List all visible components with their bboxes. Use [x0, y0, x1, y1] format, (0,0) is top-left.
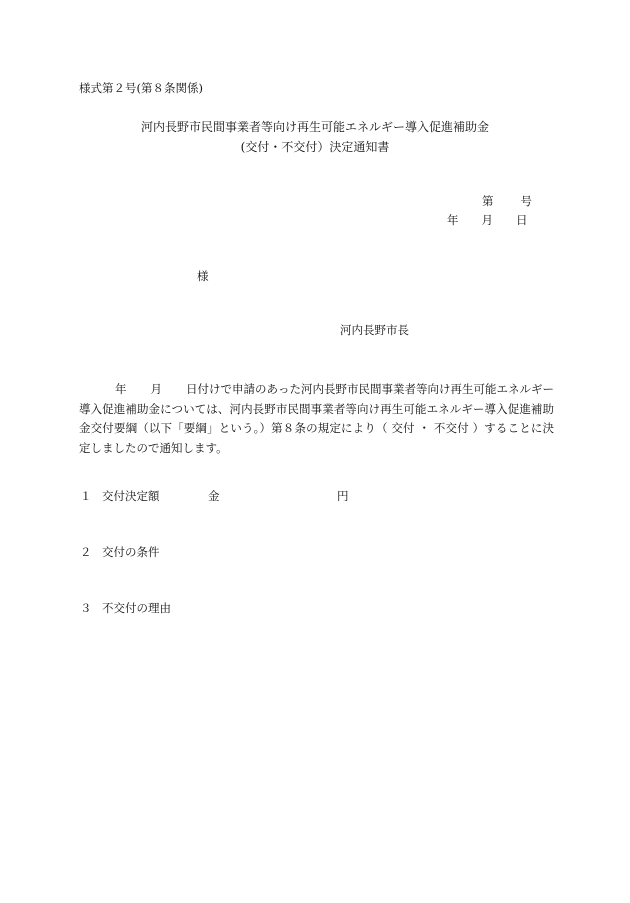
document-subtitle: (交付・不交付）決定通知書 [240, 140, 390, 154]
document-number-go: 号 [520, 194, 532, 208]
item-number: ２ [80, 545, 92, 559]
addressee: 様 [197, 269, 209, 283]
item-label: 不交付の理由 [102, 601, 171, 615]
item-number: ３ [80, 601, 92, 615]
notice-body [79, 380, 554, 458]
date-day: 日 [516, 213, 528, 227]
item-rejection-reason [80, 603, 171, 615]
issuer-name: 河内長野市長 [340, 323, 409, 337]
amount-prefix: 金 [208, 489, 220, 503]
item-label: 交付の条件 [102, 545, 160, 559]
form-number: 様式第２号(第８条関係) [79, 81, 203, 95]
document-number [482, 196, 532, 208]
item-grant-amount [80, 491, 160, 503]
date-year: 年 [447, 213, 459, 227]
item-grant-conditions [80, 547, 160, 559]
document-number-dai: 第 [482, 194, 494, 208]
date-month: 月 [481, 213, 493, 227]
document-date [447, 215, 528, 227]
body-year: 年 [115, 382, 127, 396]
document-title: 河内長野市民間事業者等向け再生可能エネルギー導入促進補助金 [140, 120, 489, 134]
amount-unit: 円 [337, 489, 349, 503]
body-text: 日付けで申請のあった河内長野市民間事業者等向け再生可能エネルギー導入促進補助金については、河内長野市民間事業者等向け再生可能エネルギー導入促進補助金交付要綱（以下「要綱」という。）第８条の規定により（ 交付 ・ 不交付 ）することに決定しましたので通知します。 [79, 382, 555, 455]
item-number: １ [80, 489, 92, 503]
body-month: 月 [150, 382, 163, 396]
item-label: 交付決定額 [102, 489, 160, 503]
